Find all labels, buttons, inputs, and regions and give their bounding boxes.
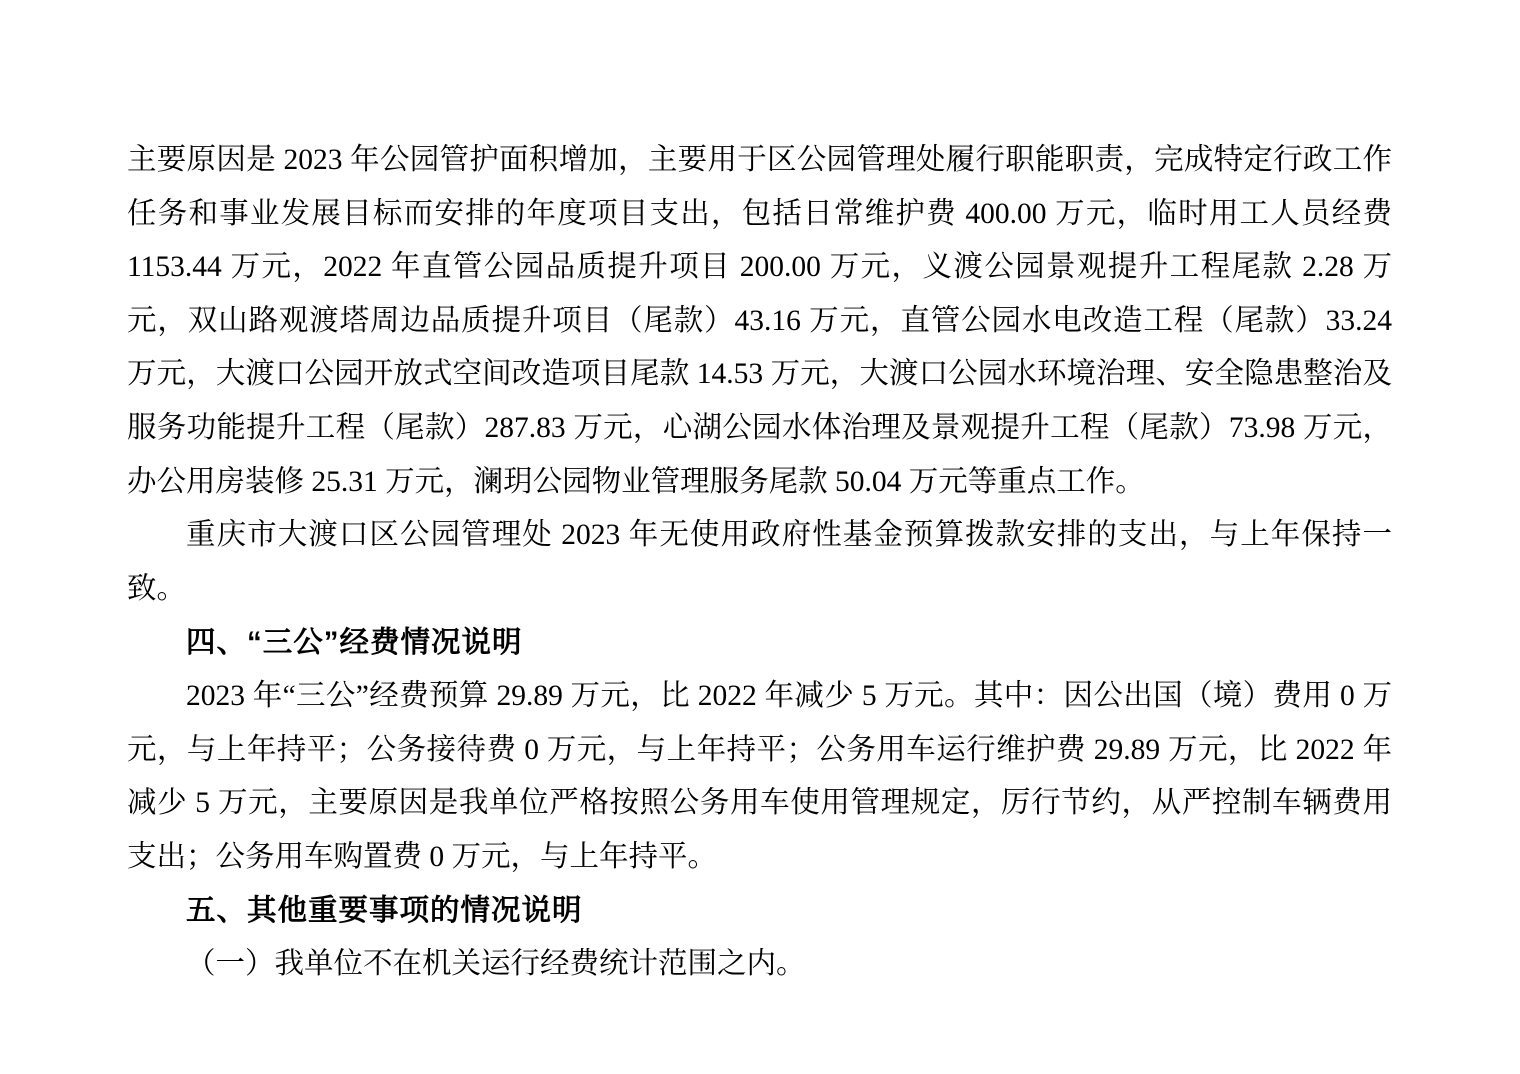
paragraph-government-fund-statement: 重庆市大渡口区公园管理处 2023 年无使用政府性基金预算拨款安排的支出，与上年保持一致。 (127, 519, 1392, 605)
paragraph-annual-project-expenditure: 主要原因是 2023 年公园管护面积增加，主要用于区公园管理处履行职能职责，完成特定行政工作任务和事业发展目标而安排的年度项目支出，包括日常维护费 400.00 万元，临时用工人员经费 1153.44 万元，2022 年直管公园品质提升项目 200.00 万元，义渡公园景观提升工程尾款 2.28 万元，双山路观渡塔周边品质提升项目（尾款）43.16 万元，直管公园水电改造工程（尾款）33.24 万元，大渡口公园开放式空间改造项目尾款 14.53 万元，大渡口公园水环境治理、安全隐患整治及服务功能提升工程（尾款）287.83 万元，心湖公园水体治理及景观提升工程（尾款）73.98 万元，办公用房装修 25.31 万元，澜玥公园物业管理服务尾款 50.04 万元等重点工作。 (127, 144, 1392, 498)
paragraph-three-public-expenses-detail: 2023 年“三公”经费预算 29.89 万元，比 2022 年减少 5 万元。其中：因公出国（境）费用 0 万元，与上年持平；公务接待费 0 万元，与上年持平；公务用车运行维护费 29.89 万元，比 2022 年减少 5 万元，主要原因是我单位严格按照公务用车使用管理规定，厉行节约，从严控制车辆费用支出；公务用车购置费 0 万元，与上年持平。 (127, 679, 1392, 873)
paragraph-agency-operation-expense-scope: （一）我单位不在机关运行经费统计范围之内。 (186, 947, 806, 980)
heading-section-four-three-public-expenses: 四、“三公”经费情况说明 (186, 626, 523, 660)
heading-section-five-other-important-matters: 五、其他重要事项的情况说明 (186, 894, 583, 928)
